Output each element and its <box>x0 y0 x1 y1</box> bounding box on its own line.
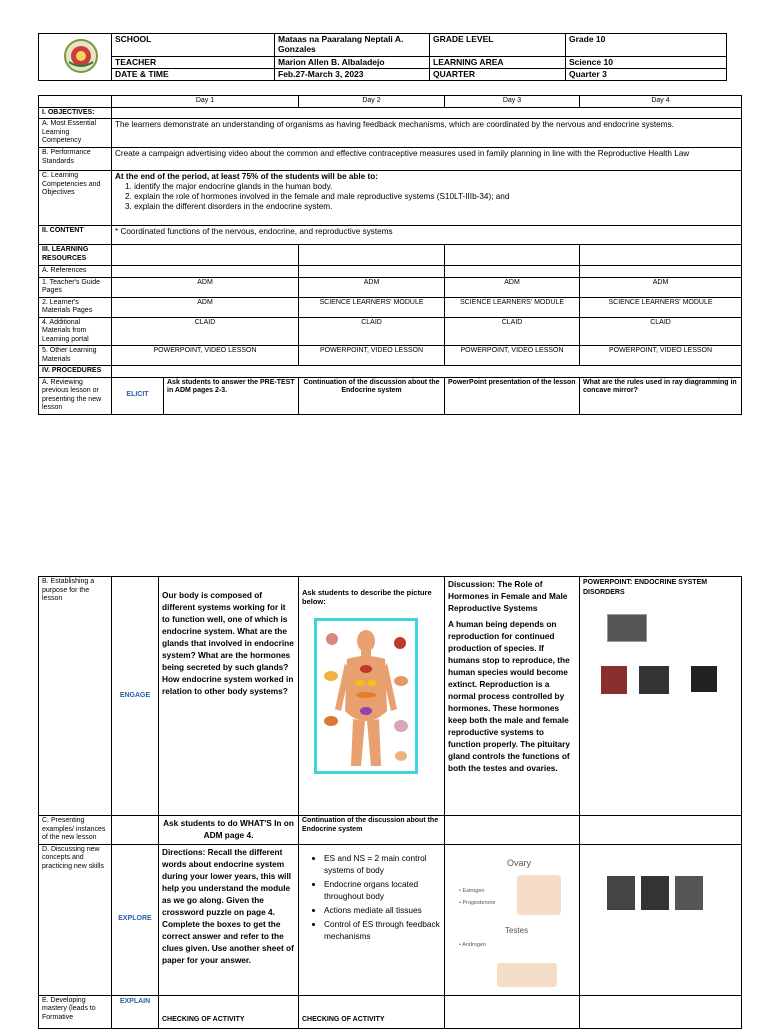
melc-label: A. Most Essential Learning Competency <box>39 119 112 148</box>
day-header: Day 4 <box>580 96 742 108</box>
dll-table-continued <box>38 576 742 1029</box>
competencies-label: C. Learning Competencies and Objectives <box>39 171 112 226</box>
objectives-heading: I. OBJECTIVES: <box>39 107 112 119</box>
purpose-day3-text: A human being depends on reproduction for continued production of species. If humans stop to reproduce, the human species would become extinct. Reproduction is a normal process controlled by hormones. These hormones keep both the male and female reproductive systems to function properly. The pituitary gland controls the functions of both the testes and ovaries. <box>448 619 570 773</box>
lm-cell: SCIENCE LEARNERS' MODULE <box>580 297 742 317</box>
disorder-photo <box>675 876 703 910</box>
date-value: Feb.27-March 3, 2023 <box>275 69 430 81</box>
date-label: DATE & TIME <box>112 69 275 81</box>
school-value: Mataas na Paaralang Neptali A. Gonzales <box>275 34 430 57</box>
resources-heading: III. LEARNING RESOURCES <box>39 245 112 266</box>
examples-day2: Continuation of the discussion about the Endocrine system <box>299 816 445 845</box>
other-cell: POWERPOINT, VIDEO LESSON <box>445 346 580 366</box>
figure-testes: Testes <box>505 925 529 935</box>
additional-cell: CLAID <box>580 317 742 346</box>
disorder-photos <box>580 844 742 995</box>
header-table <box>38 33 727 81</box>
dll-table <box>38 95 742 415</box>
disorder-photo <box>691 666 717 692</box>
examples-label: C. Presenting examples/ instances of the new lesson <box>39 816 112 845</box>
concept-item: • Control of ES through feedback mechanisms <box>324 918 441 942</box>
day-header: Day 1 <box>112 96 299 108</box>
testes-illustration <box>497 963 557 987</box>
review-cell: PowerPoint presentation of the lesson <box>445 377 580 414</box>
tg-cell: ADM <box>112 277 299 297</box>
melc-text: The learners demonstrate an understanding of organisms as having feedback mechanisms, which are coordinated by the nervous and endocrine systems. <box>112 119 742 148</box>
figure-estrogen: • Estrogen <box>459 887 485 894</box>
explain-phase: EXPLAIN <box>112 995 159 1028</box>
lm-label: 2. Learner's Materials Pages <box>39 297 112 317</box>
procedures-heading: IV. PROCEDURES <box>39 366 112 378</box>
engage-phase: ENGAGE <box>112 577 159 816</box>
performance-label: B. Performance Standards <box>39 148 112 171</box>
other-label: 5. Other Learning Materials <box>39 346 112 366</box>
purpose-day3-title: Discussion: The Role of Hormones in Female and Male Reproductive Systems <box>448 579 568 613</box>
competencies-intro: At the end of the period, at least 75% of the students will be able to: <box>115 172 378 181</box>
examples-day1: Ask students to do WHAT'S In on ADM page 4. <box>159 816 299 845</box>
discussing-day1: Directions: Recall the different words about endocrine system during your lower years, this will help you understand the module as we go along. Given the crossword puzzle on page 4. Complete the boxes to get the correct answer and refer to the clues given. Use another sheet of paper for your answer. <box>159 844 299 995</box>
discussing-label: D. Discussing new concepts and practicing new skills <box>39 844 112 995</box>
performance-text: Create a campaign advertising video about the common and effective contraceptive measures used in family planning in line with the Reproductive Health Law <box>112 148 742 171</box>
explore-phase: EXPLORE <box>112 844 159 995</box>
other-cell: POWERPOINT, VIDEO LESSON <box>299 346 445 366</box>
school-label: SCHOOL <box>112 34 275 57</box>
tg-label: 1. Teacher's Guide Pages <box>39 277 112 297</box>
disorder-photo <box>601 666 627 694</box>
mastery-day2: CHECKING OF ACTIVITY <box>299 995 445 1028</box>
references-label: A. References <box>39 266 112 278</box>
review-cell: Continuation of the discussion about the Endocrine system <box>299 377 445 414</box>
quarter-value: Quarter 3 <box>566 69 727 81</box>
additional-cell: CLAID <box>112 317 299 346</box>
disorder-photo <box>639 666 669 694</box>
purpose-day4: POWERPOINT: ENDOCRINE SYSTEM DISORDERS <box>583 579 708 596</box>
quarter-label: QUARTER <box>430 69 566 81</box>
teacher-value: Marion Allen B. Albaladejo <box>275 57 430 69</box>
content-text: * Coordinated functions of the nervous, endocrine, and reproductive systems <box>112 226 742 245</box>
grade-value: Grade 10 <box>566 34 727 57</box>
content-label: II. CONTENT <box>39 226 112 245</box>
figure-androgen: • Androgen <box>459 941 487 948</box>
concept-item: • Actions mediate all tissues <box>324 904 441 916</box>
purpose-label: B. Establishing a purpose for the lesson <box>39 577 112 816</box>
competency-item: 1. identify the major endocrine glands in the human body. <box>125 182 333 191</box>
concept-item: • ES and NS = 2 main control systems of body <box>324 852 441 876</box>
day-header: Day 3 <box>445 96 580 108</box>
figure-ovary: Ovary <box>507 857 532 868</box>
tg-cell: ADM <box>580 277 742 297</box>
purpose-day2: Ask students to describe the picture below: <box>302 588 432 606</box>
competency-item: 2. explain the role of hormones involved in the female and male reproductive systems (S10LT-IIIb-34); and <box>125 192 510 201</box>
ovary-illustration <box>517 875 561 915</box>
area-value: Science 10 <box>566 57 727 69</box>
purpose-day1: Our body is composed of different systems working for it to function well, one of which is endocrine system. What are the glands that involved in endocrine system? What are the hormones being secreted by such glands? How endocrine system worked in relation to other body systems? <box>159 577 299 816</box>
review-cell: What are the rules used in ray diagramming in concave mirror? <box>580 377 742 414</box>
endocrine-figure <box>314 618 418 774</box>
disorder-photo <box>607 614 647 642</box>
disorder-photo <box>641 876 669 910</box>
grade-label: GRADE LEVEL <box>430 34 566 57</box>
disorder-photo <box>607 876 635 910</box>
additional-cell: CLAID <box>445 317 580 346</box>
other-cell: POWERPOINT, VIDEO LESSON <box>112 346 299 366</box>
figure-progesterone: • Progesterone <box>459 899 496 906</box>
hormone-figure <box>445 844 580 995</box>
mastery-day1: CHECKING OF ACTIVITY <box>159 995 299 1028</box>
lm-cell: ADM <box>112 297 299 317</box>
review-label: A. Reviewing previous lesson or presenting the new lesson <box>39 377 112 414</box>
lm-cell: SCIENCE LEARNERS' MODULE <box>445 297 580 317</box>
teacher-label: TEACHER <box>112 57 275 69</box>
competency-item: 3. explain the different disorders in the endocrine system. <box>125 202 333 211</box>
additional-cell: CLAID <box>299 317 445 346</box>
review-cell: Ask students to answer the PRE-TEST in ADM pages 2-3. <box>164 377 299 414</box>
additional-label: 4. Additional Materials from Learning portal <box>39 317 112 346</box>
mastery-label: E. Developing mastery (leads to Formative <box>39 995 112 1028</box>
area-label: LEARNING AREA <box>430 57 566 69</box>
concept-item: • Endocrine organs located throughout body <box>324 878 441 902</box>
tg-cell: ADM <box>445 277 580 297</box>
other-cell: POWERPOINT, VIDEO LESSON <box>580 346 742 366</box>
elicit-phase: ELICIT <box>112 377 164 414</box>
day-header: Day 2 <box>299 96 445 108</box>
tg-cell: ADM <box>299 277 445 297</box>
lm-cell: SCIENCE LEARNERS' MODULE <box>299 297 445 317</box>
